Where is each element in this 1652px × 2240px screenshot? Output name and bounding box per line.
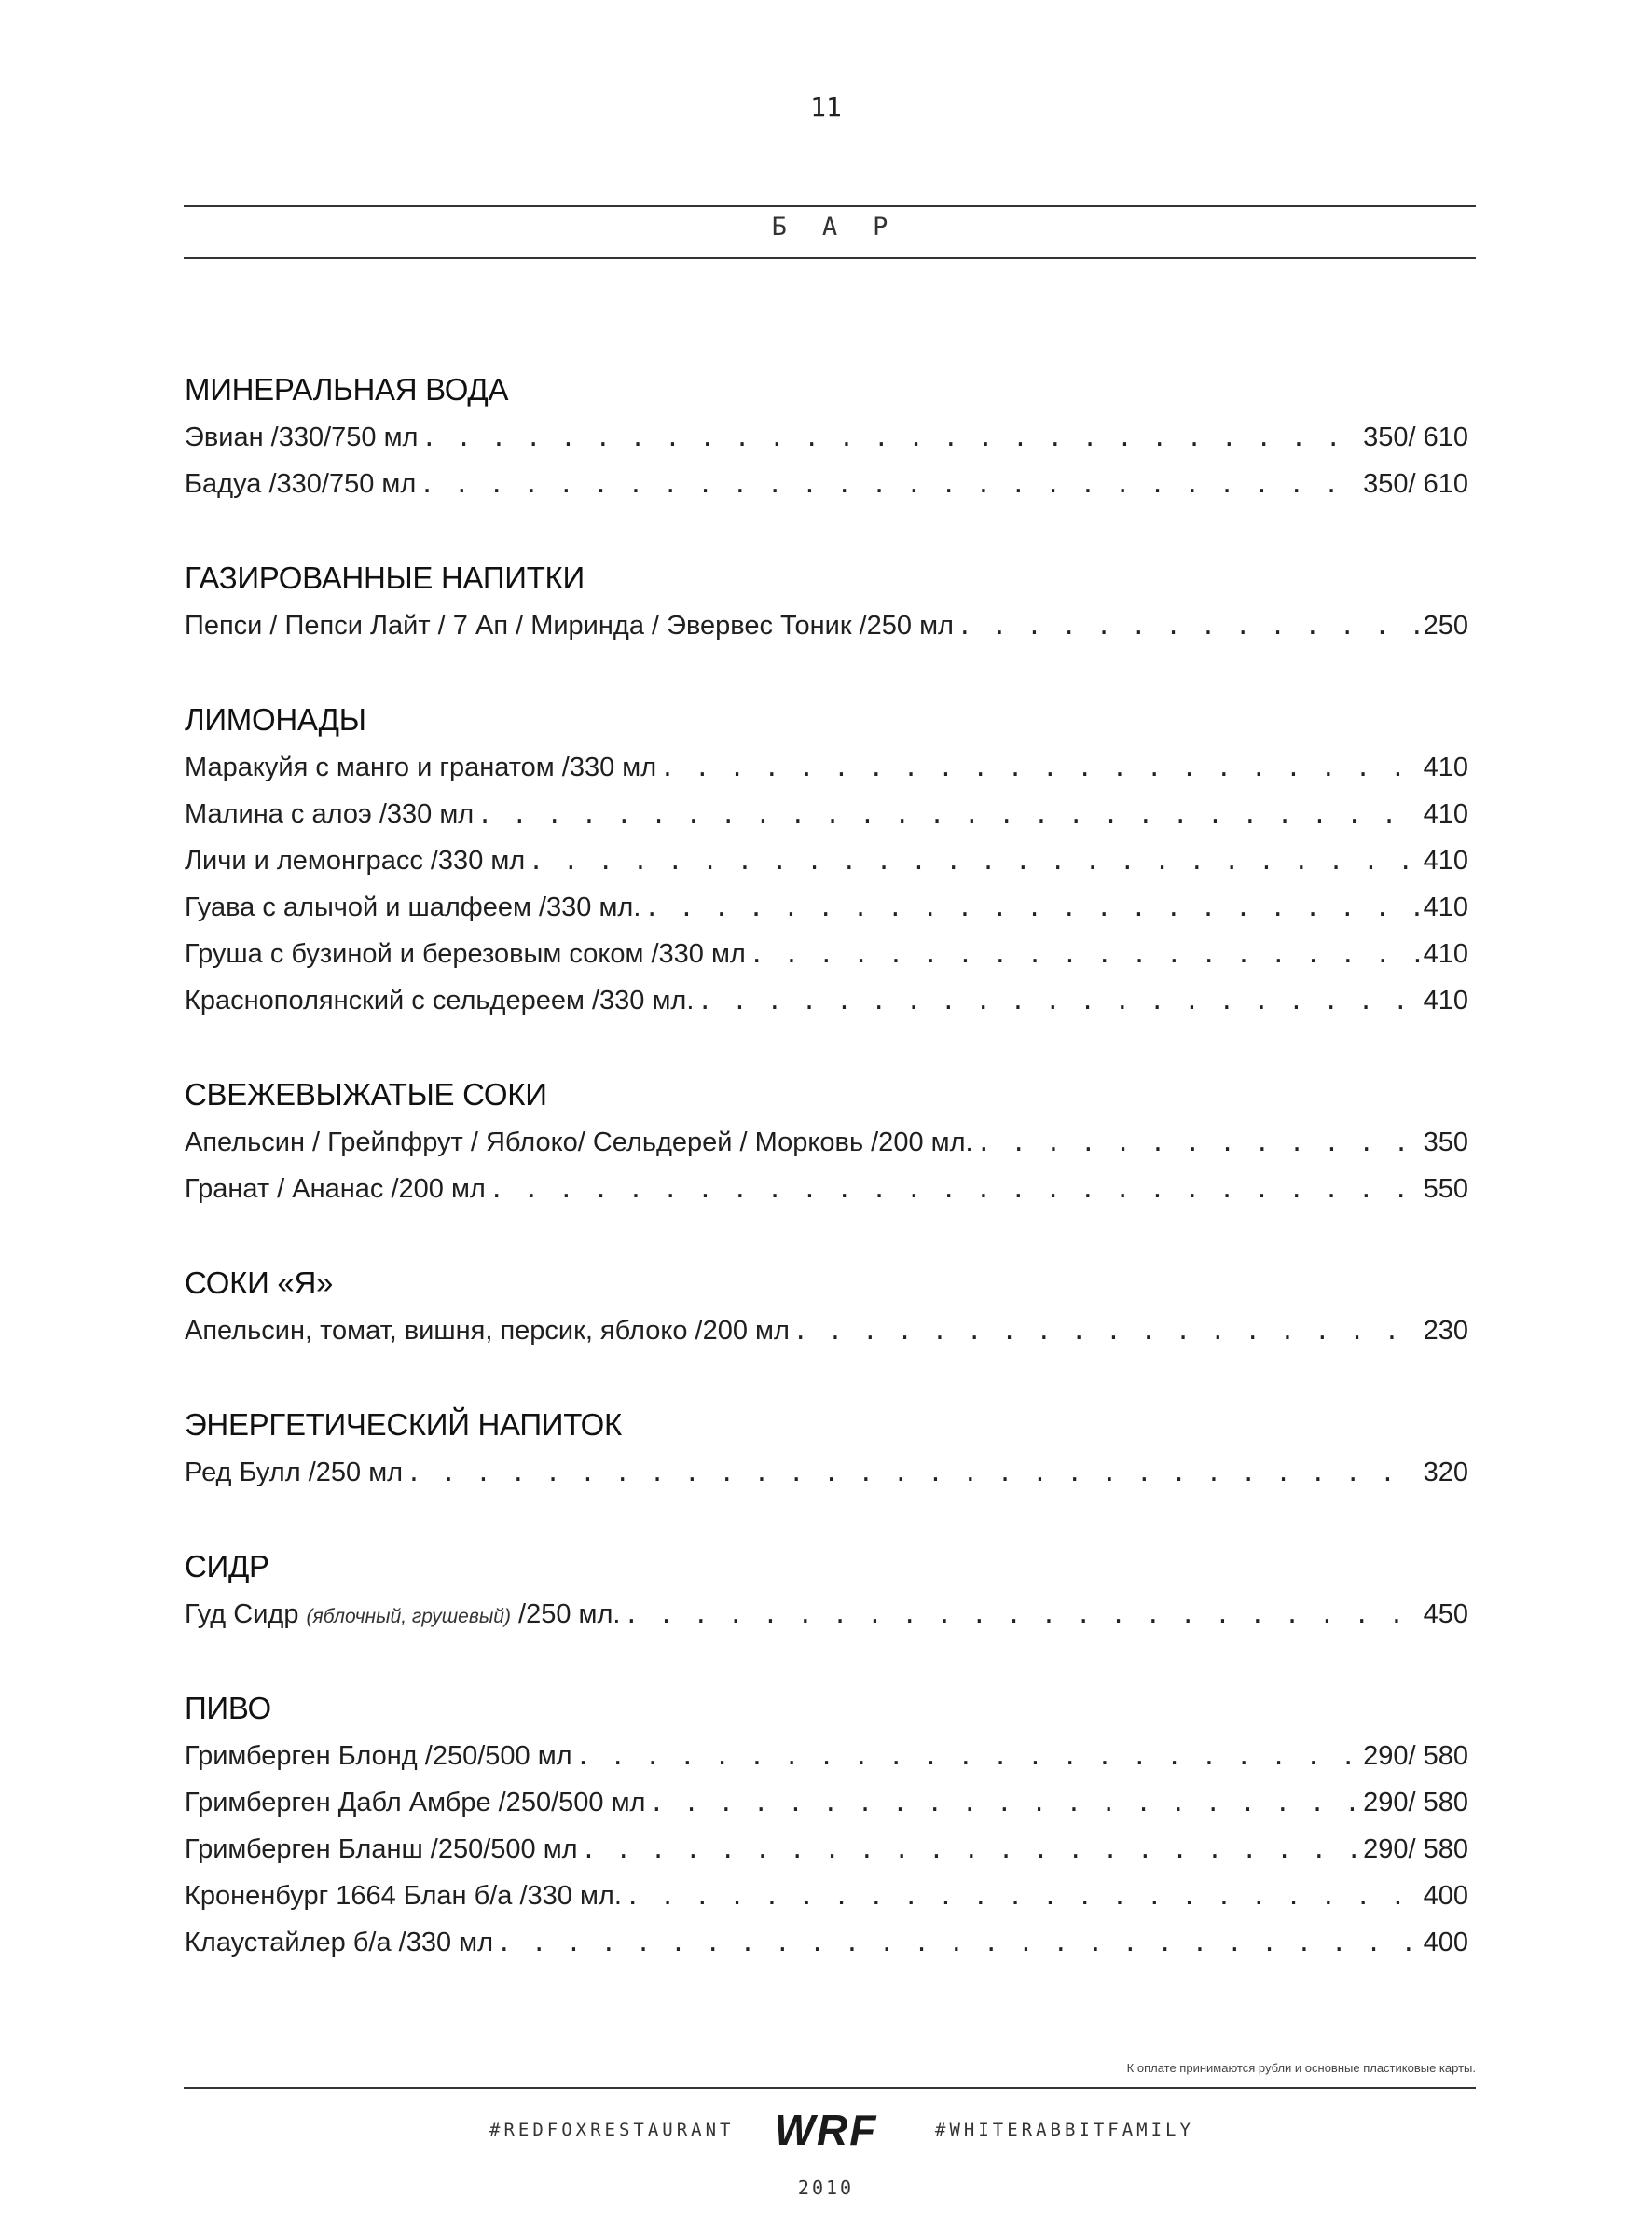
item-price: 410	[1423, 892, 1468, 922]
menu-item	[185, 837, 1468, 884]
category-energy-drink	[185, 1401, 1468, 1496]
category-cider	[185, 1542, 1468, 1638]
item-name: Эвиан /330/750 мл	[185, 422, 419, 452]
item-name: Апельсин / Грейпфрут / Яблоко/ Сельдерей / Морковь /200 мл.	[185, 1127, 973, 1157]
page-number: 11	[810, 91, 842, 122]
item-name: Гуава с алычой и шалфеем /330 мл.	[185, 892, 641, 922]
menu-item	[185, 1779, 1468, 1826]
dot-leader	[477, 792, 1419, 838]
dot-leader	[977, 1120, 1420, 1167]
menu-item	[185, 791, 1468, 837]
item-price: 410	[1423, 939, 1468, 969]
dot-leader	[497, 1920, 1420, 1967]
hashtag-redfox: #REDFOXRESTAURANT	[489, 2120, 735, 2140]
item-price: 350/ 610	[1363, 422, 1468, 452]
menu-item	[185, 977, 1468, 1024]
dot-leader	[406, 1450, 1420, 1497]
item-price: 350/ 610	[1363, 469, 1468, 499]
dot-leader	[624, 1592, 1419, 1639]
menu-item	[185, 931, 1468, 977]
item-name	[185, 1591, 620, 1640]
menu-item	[185, 1873, 1468, 1919]
item-price: 290/ 580	[1363, 1788, 1468, 1818]
item-name: Клаустайлер б/а /330 мл	[185, 1928, 494, 1957]
menu-item	[185, 1826, 1468, 1873]
item-price: 450	[1423, 1599, 1468, 1629]
dot-leader	[420, 462, 1359, 508]
menu-item	[185, 1591, 1468, 1638]
category-title: МИНЕРАЛЬНАЯ ВОДА	[185, 372, 509, 407]
item-price: 550	[1423, 1174, 1468, 1204]
dot-leader	[576, 1734, 1360, 1780]
item-price: 410	[1423, 799, 1468, 829]
item-price: 230	[1423, 1316, 1468, 1346]
menu-item	[185, 1919, 1468, 1966]
category-title: ПИВО	[185, 1691, 271, 1725]
payment-note: К оплате принимаются рубли и основные пластиковые карты.	[1126, 2061, 1476, 2075]
item-name: Гримберген Блонд /250/500 мл	[185, 1741, 572, 1771]
menu-item	[185, 1166, 1468, 1212]
item-name: Маракуйя с манго и гранатом /330 мл	[185, 753, 657, 782]
item-price: 290/ 580	[1363, 1834, 1468, 1864]
item-price: 250	[1423, 611, 1468, 641]
menu-item	[185, 1307, 1468, 1354]
item-name: Краснополянский с сельдереем /330 мл.	[185, 986, 695, 1016]
item-name: Личи и лемонграсс /330 мл	[185, 846, 526, 876]
category-title: СВЕЖЕВЫЖАТЫЕ СОКИ	[185, 1077, 547, 1112]
menu-item	[185, 1449, 1468, 1496]
section-title: БАР	[771, 213, 924, 242]
category-title: СОКИ «Я»	[185, 1265, 334, 1300]
item-price: 410	[1423, 846, 1468, 876]
category-title: ГАЗИРОВАННЫЕ НАПИТКИ	[185, 560, 585, 595]
menu-item	[185, 744, 1468, 791]
dot-leader	[489, 1167, 1420, 1213]
dot-leader	[793, 1308, 1420, 1355]
hashtag-whiterabbit: #WHITERABBITFAMILY	[935, 2120, 1194, 2140]
dot-leader	[750, 932, 1420, 978]
logo-text: WRF	[774, 2106, 878, 2154]
category-soft-drinks	[185, 554, 1468, 649]
wrf-logo	[751, 2106, 901, 2154]
dot-leader	[421, 415, 1359, 462]
category-fresh-juices	[185, 1071, 1468, 1212]
category-beer	[185, 1684, 1468, 1966]
category-title: ЛИМОНАДЫ	[185, 702, 366, 737]
item-note: (яблочный, грушевый)	[306, 1606, 511, 1627]
item-price: 320	[1423, 1458, 1468, 1487]
category-ya-juices	[185, 1259, 1468, 1354]
item-price: 400	[1423, 1881, 1468, 1911]
category-mineral-water	[185, 366, 1468, 507]
item-name: Гримберген Бланш /250/500 мл	[185, 1834, 578, 1864]
menu-list	[185, 366, 1468, 2012]
item-name: Апельсин, томат, вишня, персик, яблоко /200 мл	[185, 1316, 790, 1346]
item-price: 410	[1423, 986, 1468, 1016]
item-volume: /250 мл.	[518, 1599, 621, 1629]
category-title: ЭНЕРГЕТИЧЕСКИЙ НАПИТОК	[185, 1407, 622, 1442]
dot-leader	[582, 1827, 1360, 1874]
dot-leader	[649, 1780, 1359, 1827]
menu-item	[185, 414, 1468, 461]
header-bottom-rule	[184, 257, 1476, 259]
footer-rule	[184, 2087, 1476, 2089]
item-price: 400	[1423, 1928, 1468, 1957]
item-name: Малина с алоэ /330 мл	[185, 799, 475, 829]
menu-item	[185, 884, 1468, 931]
category-title: СИДР	[185, 1549, 269, 1583]
item-name: Кроненбург 1664 Блан б/а /330 мл.	[185, 1881, 622, 1911]
item-name: Бадуа /330/750 мл	[185, 469, 417, 499]
footer-year: 2010	[797, 2177, 855, 2199]
dot-leader	[529, 838, 1419, 885]
menu-item	[185, 602, 1468, 649]
item-name-main: Гуд Сидр	[185, 1599, 299, 1629]
item-price: 410	[1423, 753, 1468, 782]
dot-leader	[644, 885, 1419, 932]
menu-item	[185, 1119, 1468, 1166]
item-price: 290/ 580	[1363, 1741, 1468, 1771]
menu-item	[185, 1733, 1468, 1779]
item-name: Гримберген Дабл Амбре /250/500 мл	[185, 1788, 646, 1818]
dot-leader	[697, 978, 1419, 1025]
menu-item	[185, 461, 1468, 507]
header-top-rule	[184, 205, 1476, 207]
item-name: Груша с бузиной и березовым соком /330 мл	[185, 939, 746, 969]
dot-leader	[626, 1874, 1420, 1920]
dot-leader	[660, 745, 1419, 792]
item-name: Ред Булл /250 мл	[185, 1458, 404, 1487]
category-lemonades	[185, 696, 1468, 1024]
dot-leader	[957, 603, 1420, 650]
item-name: Гранат / Ананас /200 мл	[185, 1174, 486, 1204]
item-name: Пепси / Пепси Лайт / 7 Ап / Миринда / Эвервес Тоник /250 мл	[185, 611, 954, 641]
item-price: 350	[1423, 1127, 1468, 1157]
